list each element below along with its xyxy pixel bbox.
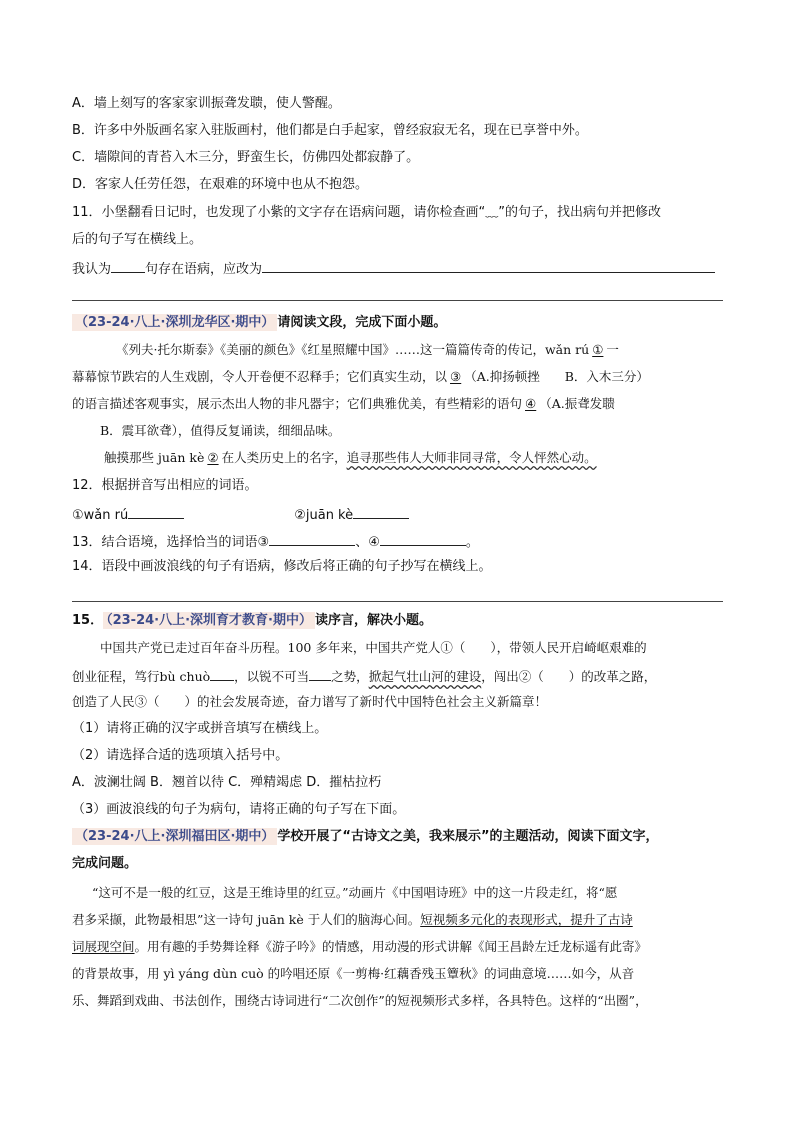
- q12-blank-1[interactable]: [128, 504, 184, 519]
- wavy-sentence: 掀起气壮山河的建设: [368, 669, 482, 684]
- q11-answer-line[interactable]: [72, 300, 723, 301]
- section-d-passage-line5: 乐、舞蹈到戏曲、书法创作，围绕古诗词进行“二次创作”的短视频形式多样，各具特色。这样的“出圈”，: [72, 993, 648, 1008]
- section-b-passage-line1: 《列夫·托尔斯泰》《美丽的颜色》《红星照耀中国》……这一篇篇传奇的传记，wǎn rú ① 一: [116, 342, 619, 357]
- section-d-passage-line3: 词展现空间。用有趣的手势舞诠释《游子吟》的情感，用动漫的形式讲解《闻王昌龄左迁龙标遥有此寄》: [72, 939, 648, 954]
- blank-3: ③: [450, 369, 462, 384]
- q11-correction-blank[interactable]: [262, 258, 715, 273]
- section-b-passage-line2: 幕幕惊节跌宕的人生戏剧，令人开卷便不忍释手；它们真实生动，以 ③ （A.抑扬顿挫 B．入木三分）: [72, 369, 649, 384]
- section-b-passage-line5: 触摸那些 juān kè ② 在人类历史上的名字，追寻那些伟人大师非同寻常，令人怦然心动。: [104, 450, 597, 465]
- q10-option-b: B．许多中外版画名家入驻版画村，他们都是白手起家，曾经寂寂无名，现在已享誉中外。: [72, 123, 588, 138]
- underlined-sentence: 短视频多元化的表现形式，提升了古诗: [420, 912, 633, 927]
- section-c-header: [72, 612, 432, 630]
- blank-2: ②: [207, 450, 219, 465]
- q11-answer-row: [72, 258, 715, 279]
- section-c-passage-line3: 创造了人民③（ ）的社会发展奇迹，奋力谱写了新时代中国特色社会主义新篇章！: [72, 694, 548, 709]
- q15-number: 15．: [72, 613, 104, 628]
- section-c-passage-line2: 创业征程，笃行bù chuò ，以锐不可当 之势，掀起气壮山河的建设，闯出②（ ）的改革之路，: [72, 666, 656, 686]
- wavy-sentence: 追寻那些伟人大师非同寻常，令人怦然心动。: [346, 450, 597, 465]
- section-c-passage-line1: 中国共产党已走过百年奋斗历程。100 多年来，中国共产党人①（ ），带领人民开启崎岖艰难的: [100, 640, 647, 655]
- section-d-header: [72, 828, 659, 846]
- q15-sub3: （3）画波浪线的句子为病句，请将正确的句子写在下面。: [72, 802, 406, 817]
- q11-prompt-line2: 后的句子写在横线上。: [72, 232, 203, 247]
- q13-blank-3[interactable]: [269, 531, 355, 546]
- section-b-source-tag: （23-24·八上·深圳龙华区·期中）: [72, 314, 277, 331]
- section-d-passage-line2: 君多采撷，此物最相思”这一诗句 juān kè 于人们的脑海心间。短视频多元化的表现形式，提升了古诗: [72, 912, 633, 927]
- section-d-source-tag: （23-24·八上·深圳福田区·期中）: [72, 828, 277, 845]
- section-d-passage-line1: “这可不是一般的红豆，这是王维诗里的红豆。”动画片《中国唱诗班》中的这一片段走红，将“愿: [92, 885, 618, 900]
- blank-1: ①: [592, 342, 604, 357]
- q12-prompt: 12．根据拼音写出相应的词语。: [72, 478, 258, 493]
- q15-sub2: （2）请选择合适的选项填入括号中。: [72, 748, 289, 763]
- q11-prompt-line1: 11．小堡翻看日记时，也发现了小紫的文字存在语病问题，请你检查画“﹏”的句子，找出病句并把修改: [72, 205, 662, 220]
- section-b-instruction: 请阅读文段，完成下面小题。: [277, 315, 447, 330]
- section-d-passage-line4: 的背景故事，用 yì yáng dùn cuò 的吟唱还原《一剪梅·红藕香残玉簟秋》的词曲意境……如今，从音: [72, 966, 635, 981]
- q13-blank-4[interactable]: [380, 531, 466, 546]
- blank-4: ④: [525, 396, 537, 411]
- q15-sub1: （1）请将正确的汉字或拼音填写在横线上。: [72, 721, 328, 736]
- q11-answer-label-a: 我认为: [72, 262, 112, 277]
- q13-prompt: 13．结合语境，选择恰当的词语③ 、④ 。: [72, 531, 479, 552]
- q15-blank-a[interactable]: [210, 666, 234, 681]
- section-b-passage-line4: B．震耳欲聋），值得反复诵读，细细品味。: [100, 423, 341, 438]
- section-b-passage-line3: 的语言描述客观事实，展示杰出人物的非凡器宇；它们典雅优美，有些精彩的语句 ④ （A.振聋发聩: [72, 396, 615, 411]
- section-d-intro: 学校开展了“古诗文之美，我来展示”的主题活动，阅读下面文字，: [277, 829, 659, 844]
- q14-prompt: 14．语段中画波浪线的句子有语病，修改后将正确的句子抄写在横线上。: [72, 559, 492, 574]
- q10-option-c: C．墙隙间的青苔入木三分，野蛮生长，仿佛四处都寂静了。: [72, 150, 420, 165]
- q15-options: A．波澜壮阔 B．翘首以待 C．殚精竭虑 D．摧枯拉朽: [72, 775, 382, 790]
- q15-blank-b[interactable]: [309, 666, 331, 681]
- q11-sentence-blank[interactable]: [111, 258, 145, 273]
- section-c-instruction: 读序言，解决小题。: [315, 613, 433, 628]
- section-c-source-tag: （23-24·八上·深圳育才教育·期中）: [103, 612, 315, 629]
- section-b-header: [72, 314, 446, 332]
- q10-option-d: D．客家人任劳任怨，在艰难的环境中也从不抱怨。: [72, 177, 369, 192]
- q12-blank-2[interactable]: [353, 504, 409, 519]
- section-d-intro-line2: 完成问题。: [72, 856, 138, 871]
- q10-option-a: A．墙上刻写的客家家训振聋发聩，使人警醒。: [72, 96, 341, 111]
- q14-answer-line[interactable]: [72, 601, 723, 602]
- underlined-sentence-cont: 词展现空间: [72, 939, 135, 954]
- q12-answers: ①wǎn rú ②juān kè: [72, 504, 409, 525]
- q11-answer-label-b: 句存在语病，应改为: [145, 262, 263, 277]
